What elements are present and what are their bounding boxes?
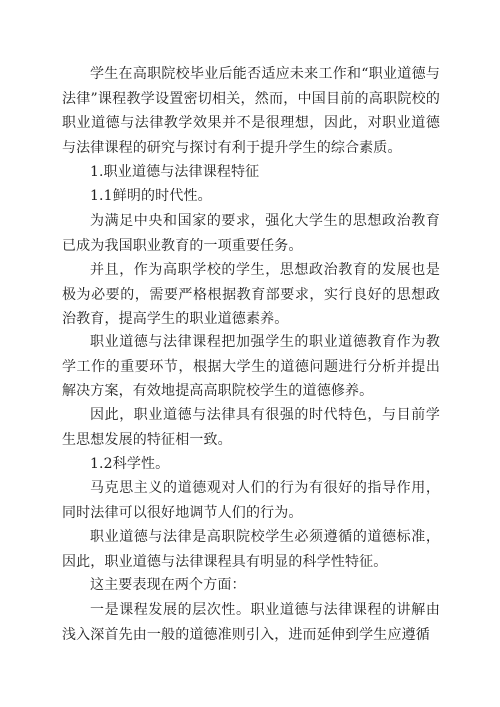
subsection-heading-1-1: [62, 184, 440, 209]
subsection-heading-1-2: [62, 452, 440, 477]
paragraph-block: [62, 209, 440, 258]
paragraph: 因此，职业道德与法律具有很强的时代特色，与目前学生思想发展的特征相一致。: [62, 407, 440, 448]
paragraph: 一是课程发展的层次性。职业道德与法律课程的讲解由浅入深首先由一般的道德准则引入，进而延伸到学生应遵循: [62, 602, 440, 643]
paragraph: 职业道德与法律课程把加强学生的职业道德教育作为教学工作的重要环节，根据大学生的道德问题进行分析并提出解决方案，有效地提高高职院校学生的道德修养。: [62, 334, 440, 399]
section-title: 1.职业道德与法律课程特征: [90, 164, 260, 180]
paragraph-block: [62, 525, 440, 574]
paragraph: 这主要表现在两个方面：: [90, 577, 246, 593]
paragraph: 为满足中央和国家的要求，强化大学生的思想政治教育已成为我国职业教育的一项重要任务。: [62, 213, 440, 254]
paragraph: 并且，作为高职学校的学生，思想政治教育的发展也是极为必要的，需要严格根据教育部要求，实行良好的思想政治教育，提高学生的职业道德素养。: [62, 262, 440, 327]
subsection-title: 1.1鲜明的时代性。: [90, 188, 212, 204]
paragraph-block: [62, 573, 440, 598]
paragraph: 学生在高职院校毕业后能否适应未来工作和“职业道德与法律”课程教学设置密切相关，然而，中国目前的高职院校的职业道德与法律教学效果并不是很理想，因此，对职业道德与法律课程的研究与探讨有利于提升学生的综合素质。: [62, 66, 440, 156]
paragraph-block: [62, 258, 440, 332]
intro-paragraph: [62, 62, 440, 160]
paragraph-block: [62, 330, 440, 404]
paragraph-block: [62, 403, 440, 452]
paragraph: 马克思主义的道德观对人们的行为有很好的指导作用，同时法律可以很好地调节人们的行为。: [62, 480, 440, 521]
paragraph-block: [62, 598, 440, 647]
section-heading-1: [62, 160, 440, 185]
paragraph-block: [62, 476, 440, 525]
subsection-title: 1.2科学性。: [90, 456, 170, 472]
paragraph: 职业道德与法律是高职院校学生必须遵循的道德标准，因此，职业道德与法律课程具有明显的科学性特征。: [62, 529, 440, 570]
